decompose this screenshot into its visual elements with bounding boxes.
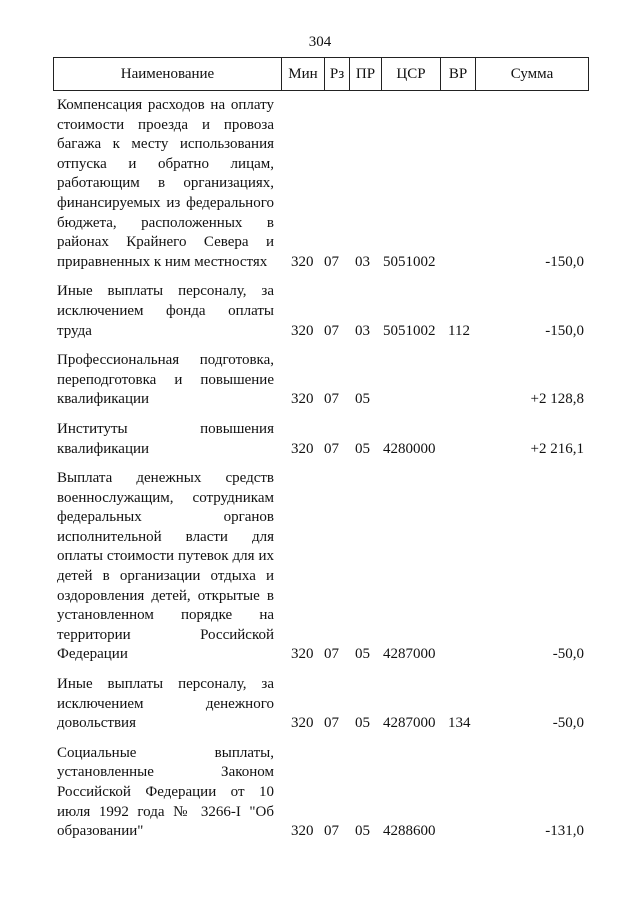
header-vr: ВР: [441, 58, 476, 90]
row-pr: 03: [355, 253, 370, 270]
header-csr: ЦСР: [382, 58, 441, 90]
table-row: [0, 469, 640, 665]
page-number: 304: [308, 34, 332, 50]
row-min: 320: [291, 823, 314, 840]
row-min: 320: [291, 322, 314, 339]
row-pr: 05: [355, 440, 370, 457]
row-name: Иные выплаты персоналу, за исключением фонда оплаты труда: [57, 283, 274, 339]
row-pr: 05: [355, 715, 370, 732]
row-vr: 112: [448, 322, 470, 339]
row-sum: -150,0: [545, 322, 584, 339]
row-min: 320: [291, 440, 314, 457]
row-sum: -50,0: [552, 715, 584, 732]
table-body: [0, 96, 640, 852]
row-min: 320: [291, 646, 314, 663]
table-row: [0, 420, 640, 459]
header-rz: Рз: [325, 58, 350, 90]
table-header: [53, 57, 589, 91]
row-rz: 07: [324, 823, 339, 840]
row-csr: 4287000: [383, 646, 436, 663]
row-csr: 5051002: [383, 253, 436, 270]
table-row: [0, 351, 640, 410]
table-row: [0, 282, 640, 341]
row-sum: -50,0: [552, 646, 584, 663]
row-name: Выплата денежных средств военнослужащим, сотрудникам федеральных органов исполнительной власти для оплаты стоимости путевок для их детей в организации отдыха и оздоровления детей, открытые в установленном порядке на территории Российской Федерации: [57, 470, 274, 663]
row-rz: 07: [324, 253, 339, 270]
row-min: 320: [291, 715, 314, 732]
row-rz: 07: [324, 391, 339, 408]
row-name: Компенсация расходов на оплату стоимости проезда и провоза багажа к месту использования отпуска и обратно лицам, работающим в организациях, финансируемых из федерального бюджета, расположенных в районах Крайнего Севера и приравненных к ним местностях: [57, 97, 274, 270]
row-name: Иные выплаты персоналу, за исключением денежного довольствия: [57, 676, 274, 732]
row-vr: 134: [448, 715, 471, 732]
table-row: [0, 96, 640, 272]
row-sum: +2 216,1: [530, 440, 584, 457]
row-name: Институты повышения квалификации: [57, 420, 274, 457]
row-pr: 05: [355, 646, 370, 663]
row-name: Профессиональная подготовка, переподготовка и повышение квалификации: [57, 352, 274, 408]
row-rz: 07: [324, 440, 339, 457]
row-csr: 4280000: [383, 440, 436, 457]
row-min: 320: [291, 253, 314, 270]
row-rz: 07: [324, 715, 339, 732]
row-sum: +2 128,8: [530, 391, 584, 408]
row-name: Социальные выплаты, установленные Законом Российской Федерации от 10 июля 1992 года № 3266-I "Об образовании": [57, 744, 274, 840]
row-pr: 05: [355, 391, 370, 408]
row-csr: 4287000: [383, 715, 436, 732]
table-row: [0, 675, 640, 734]
row-sum: -150,0: [545, 253, 584, 270]
row-pr: 05: [355, 823, 370, 840]
row-rz: 07: [324, 646, 339, 663]
row-csr: 5051002: [383, 322, 436, 339]
row-pr: 03: [355, 322, 370, 339]
row-sum: -131,0: [545, 823, 584, 840]
row-rz: 07: [324, 322, 339, 339]
row-csr: 4288600: [383, 823, 436, 840]
header-min: Мин: [282, 58, 325, 90]
header-name: Наименование: [54, 58, 282, 90]
table-row: [0, 744, 640, 842]
header-pr: ПР: [350, 58, 382, 90]
row-min: 320: [291, 391, 314, 408]
header-sum: Сумма: [510, 66, 554, 82]
